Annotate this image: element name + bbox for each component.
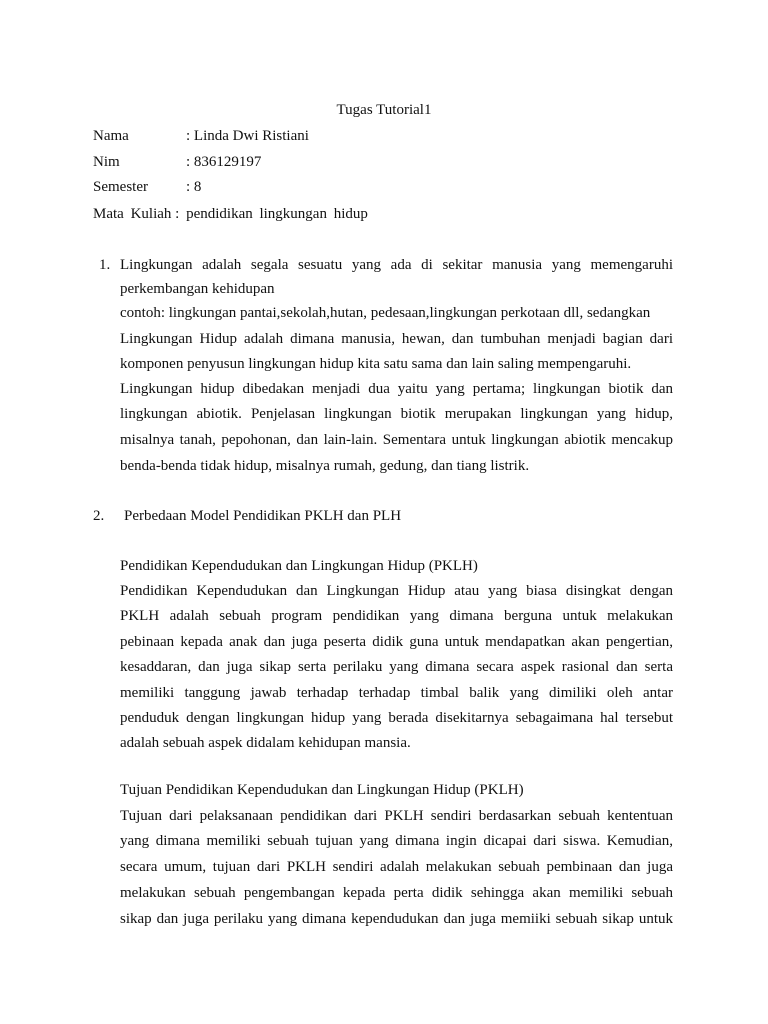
subsection-line: kesaddaran, dan juga sikap serta perilaku yang dimana secara aspek rasional dan serta — [120, 659, 673, 675]
section-1-line: Lingkungan adalah segala sesuatu yang ada di sekitar manusia yang memengaruhi — [120, 257, 673, 273]
section-1-line: perkembangan kehidupan — [120, 281, 275, 297]
section-1-line: Lingkungan hidup dibedakan menjadi dua yaitu yang pertama; lingkungan biotik dan — [120, 381, 673, 397]
info-value: : pendidikan lingkungan hidup — [175, 206, 368, 222]
info-label: Semester — [93, 179, 148, 195]
subsection-line: pebinaan kepada anak dan juga peserta didik guna untuk mendapatkan akan pengertian, — [120, 634, 673, 650]
info-value: : 8 — [186, 179, 202, 195]
section-2-heading: Perbedaan Model Pendidikan PKLH dan PLH — [124, 508, 402, 524]
subsection-line: secara umum, tujuan dari PKLH sendiri adalah melakukan sebuah pembinaan dan juga — [120, 859, 673, 875]
subsection-line: Tujuan dari pelaksanaan pendidikan dari PKLH sendiri berdasarkan sebuah kententuan — [120, 808, 673, 824]
section-1-line: misalnya tanah, pepohonan, dan lain-lain. Sementara untuk lingkungan abiotik mencakup — [120, 432, 673, 448]
subsection-heading: Pendidikan Kependudukan dan Lingkungan Hidup (PKLH) — [120, 558, 478, 574]
info-value: : Linda Dwi Ristiani — [186, 128, 309, 144]
subsection-heading: Tujuan Pendidikan Kependudukan dan Lingkungan Hidup (PKLH) — [120, 782, 524, 798]
subsection-line: melakukan sebuah pengembangan kepada perta didik sehingga akan memiliki sebuah — [120, 885, 673, 901]
section-2-number: 2. — [93, 508, 105, 524]
section-1-line: Lingkungan Hidup adalah dimana manusia, hewan, dan tumbuhan menjadi bagian dari — [120, 331, 673, 347]
section-1-line: lingkungan abiotik. Penjelasan lingkungan biotik merupakan lingkungan yang hidup, — [120, 406, 673, 422]
info-row-semester — [93, 178, 201, 196]
info-row-mata-kuliah — [93, 205, 368, 223]
section-1-line: komponen penyusun lingkungan hidup kita satu sama dan lain saling mempengaruhi. — [120, 356, 632, 372]
section-1-line: contoh: lingkungan pantai,sekolah,hutan, pedesaan,lingkungan perkotaan dll, sedangkan — [120, 305, 651, 321]
info-row-nama — [93, 127, 309, 145]
section-1-number: 1. — [99, 257, 111, 273]
document-title: Tugas Tutorial1 — [336, 102, 432, 118]
subsection-line: yang dimana memiliki sebuah tujuan yang dimana ingin dicapai dari siswa. Kemudian, — [120, 833, 673, 849]
info-value: : 836129197 — [186, 154, 262, 170]
subsection-line: Pendidikan Kependudukan dan Lingkungan Hidup atau yang biasa disingkat dengan — [120, 583, 673, 599]
section-1-line: benda-benda tidak hidup, misalnya rumah, gedung, dan tiang listrik. — [120, 458, 530, 474]
info-label: Nama — [93, 128, 129, 144]
info-label: Mata Kuliah — [93, 206, 172, 222]
subsection-line: adalah sebuah aspek didalam kehidupan mansia. — [120, 735, 411, 751]
subsection-line: memiliki tanggung jawab terhadap terhadap timbal balik yang dimiliki oleh antar — [120, 685, 673, 701]
info-label: Nim — [93, 154, 120, 170]
info-row-nim — [93, 153, 261, 171]
subsection-line: sikap dan juga perilaku yang dimana kependudukan dan juga memiiki sebuah sikap untuk — [120, 911, 673, 927]
subsection-line: penduduk dengan lingkungan hidup yang berada disekitarnya sebagaimana hal tersebut — [120, 710, 673, 726]
subsection-line: PKLH adalah sebuah program pendidikan yang dimana berguna untuk melakukan — [120, 608, 673, 624]
